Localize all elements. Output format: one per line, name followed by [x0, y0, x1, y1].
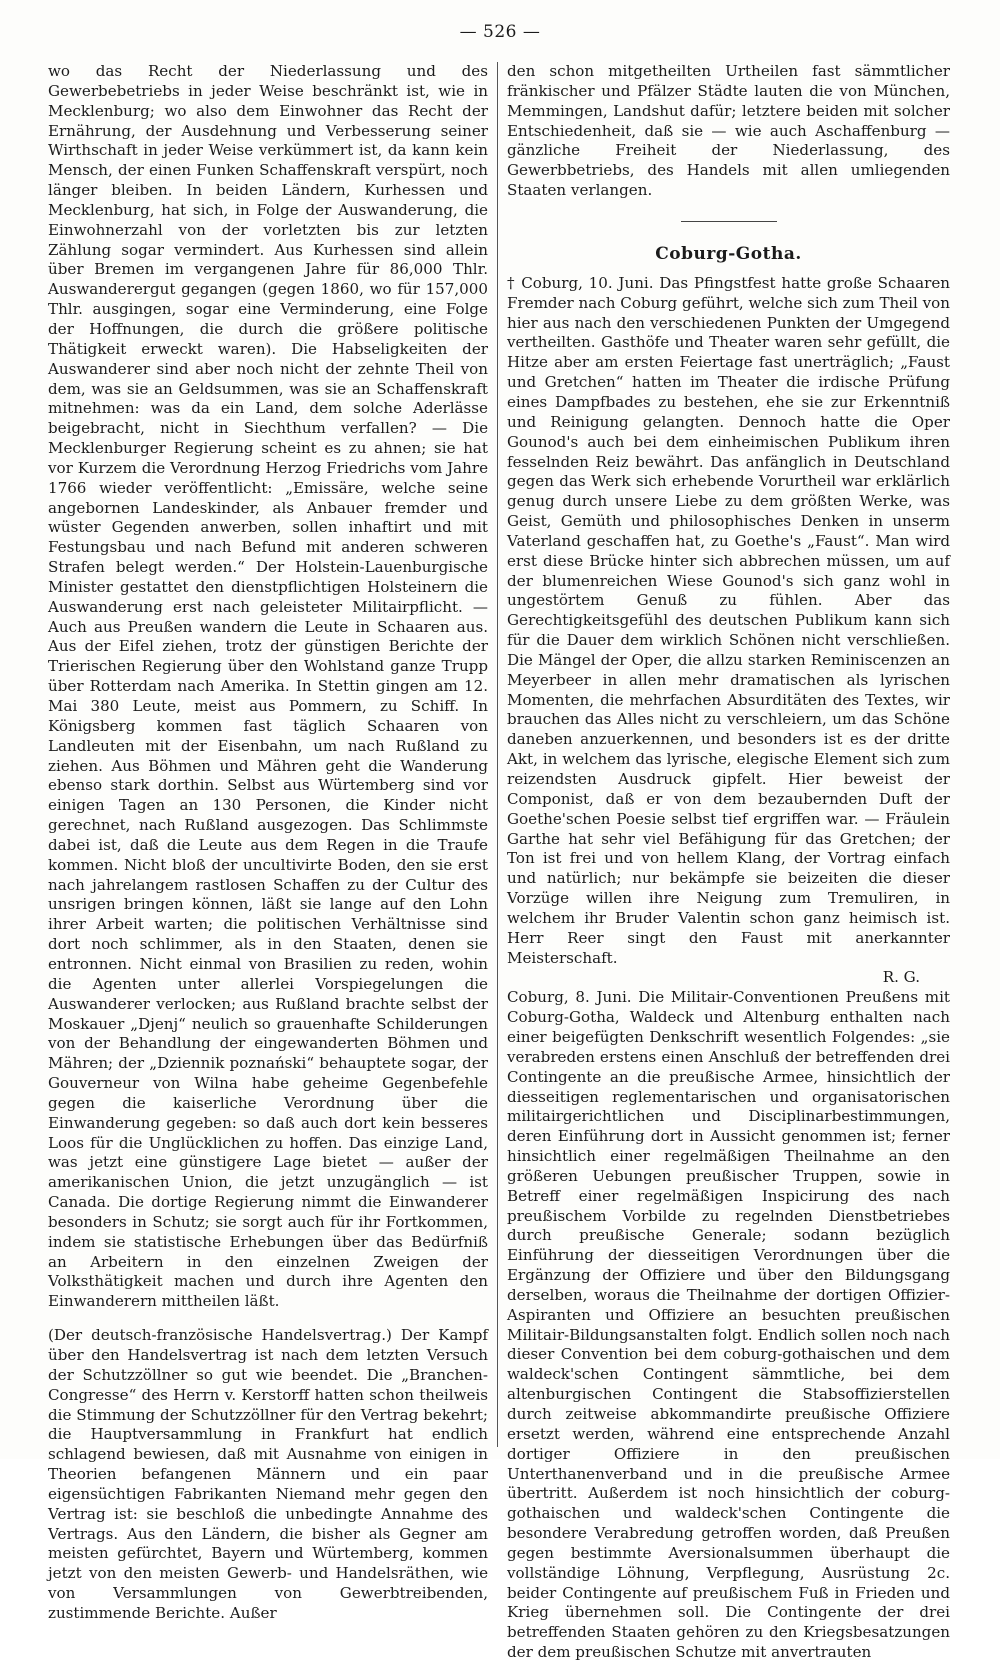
left-column	[48, 62, 488, 1624]
paragraph-gap	[48, 1312, 488, 1326]
article-emigration-text: wo das Recht der Niederlassung und des Gewerbebetriebs in jeder Weise beschränkt ist, wie in Mecklenburg; wo also dem Einwohner das Recht der Ernährung, der Ausdehnung und Verbesserung seiner Wirthschaft in jeder Weise verkümmert ist, da kann kein Mensch, der einen Funken Schaffenskraft verspürt, noch länger bleiben. In beiden Ländern, Kurhessen und Mecklenburg, hat sich, in Folge der Auswanderung, die Einwohnerzahl von der vorletzten bis zur letzten Zählung sogar vermindert. Aus Kurhessen sind allein über Bremen im vergangenen Jahre für 86,000 Thlr. Auswanderergut gegangen (gegen 1860, wo für 157,000 Thlr. ausgingen, sogar eine Verminderung, eine Folge der Hoffnungen, die durch die größere politische Thätigkeit erweckt waren). Die Habseligkeiten der Auswanderer sind aber noch nicht der zehnte Theil von dem, was sie an Geldsummen, was sie an Schaffenskraft mitnehmen: was da ein Land, dem solche Aderlässe beigebracht, nicht in Siechthum verfallen? — Die Mecklenburger Regierung scheint es zu ahnen; sie hat vor Kurzem die Verordnung Herzog Friedrichs vom Jahre 1766 wieder veröffentlicht: „Emissäre, welche seine angebornen Landeskinder, als Anbauer fremder und wüster Gegenden anwerben, sollen inhaftirt und mit Festungsbau und nach Befund mit anderen schweren Strafen belegt werden.“ Der Holstein-Lauenburgische Minister gestattet den dienstpflichtigen Holsteinern die Auswanderung erst nach geleisteter Militairpflicht. — Auch aus Preußen wandern die Leute in Schaaren aus. Aus der Eifel ziehen, trotz der günstigen Berichte der Trierischen Regierung über den Wohlstand ganze Trupp über Rotterdam nach Amerika. In Stettin gingen am 12. Mai 380 Leute, meist aus Pommern, zu Schiff. In Königsberg kommen fast täglich Schaaren von Landleuten mit der Eisenbahn, um nach Rußland zu ziehen. Aus Böhmen und Mähren geht die Wanderung ebenso stark dorthin. Selbst aus Würtemberg sind vor einigen Tagen an 130 Personen, die Kinder nicht gerechnet, nach Rußland ausgezogen. Das Schlimmste dabei ist, daß die Leute aus dem Regen in die Traufe kommen. Nicht bloß der uncultivirte Boden, den sie erst nach jahrelangem rastlosen Schaffen zu der Cultur des unsrigen bringen können, läßt sie lange auf den Lohn ihrer Arbeit warten; die politischen Verhältnisse sind dort noch schlimmer, als in den Staaten, denen sie entronnen. Nicht einmal von Brasilien zu reden, wohin die Agenten unter allerlei Vorspiegelungen die Auswanderer verlocken; aus Rußland brachte selbst der Moskauer „Djenj“ neulich so grauenhafte Schilderungen von der Behandlung der eingewanderten Böhmen und Mähren; der „Dziennik poznański“ behauptete sogar, der Gouverneur von Wilna habe geheime Gegenbefehle gegen die kaiserliche Verordnung über die Einwanderung gegeben: so daß auch dort kein besseres Loos für die Unglücklichen zu hoffen. Das einzige Land, was jetzt eine günstigere Lage bietet — außer der amerikanischen Union, die jetzt unzugänglich — ist Canada. Die dortige Regierung nimmt die Einwanderer besonders in Schutz; sie sorgt auch für ihr Fortkommen, indem sie statistische Erhebungen über das Bedürfniß an Arbeitern in den einzelnen Zweigen der Volksthätigkeit machen und durch ihre Agenten den Einwanderern mittheilen läßt.	[48, 62, 488, 1311]
section-separator	[681, 221, 777, 222]
page-header	[0, 16, 1000, 50]
right-column	[507, 62, 950, 1663]
section-heading: Coburg-Gotha.	[655, 243, 802, 264]
article-signature: R. G.	[882, 968, 920, 987]
article-trade-treaty-text: (Der deutsch-französische Handelsvertrag.) Der Kampf über den Handelsvertrag ist nach dem letzten Versuch der Schutzzöllner so gut wie beendet. Die „Branchen-Congresse“ des Herrn v. Kerstorff hatten schon theilweis die Stimmung der Schutzzöllner für den Vertrag bekehrt; die Hauptversammlung in Frankfurt hat endlich schlagend bewiesen, daß mit Ausnahme von einigen in Theorien befangenen Männern und ein paar eigensüchtigen Fabrikanten Niemand mehr gegen den Vertrag ist: sie beschloß die unbedingte Annahme des Vertrags. Aus den Ländern, die bisher als Gegner am meisten gefürchtet, Bayern und Würtemberg, kommen jetzt von den meisten Gewerb- und Handelsräthen, wie von Versammlungen von Gewerbtreibenden, zustimmende Berichte. Außer	[48, 1326, 488, 1622]
article-coburg-military-text: Coburg, 8. Juni. Die Militair-Conventionen Preußens mit Coburg-Gotha, Waldeck und Altenburg enthalten nach einer beigefügten Denkschrift wesentlich Folgendes: „sie verabreden erstens einen Anschluß der betreffenden drei Contingente an die preußische Armee, hinsichtlich der diesseitigen reglementarischen und organisatorischen militairgerichtlichen und Disciplinarbestimmungen, deren Einführung dort in Aussicht genommen ist; ferner hinsichtlich einer regelmäßigen Theilnahme an den größeren Uebungen preußischer Truppen, sowie in Betreff einer regelmäßigen Inspicirung des nach preußischem Vorbilde zu regelnden Dienstbetriebes durch preußische Generale; sodann bezüglich Einführung der diesseitigen Verordnungen über die Ergänzung der Offiziere und über den Bildungsgang derselben, woraus die Theilnahme der dortigen Offizier-Aspiranten und Offiziere an besuchten preußischen Militair-Bildungsanstalten folgt. Endlich sollen noch nach dieser Convention bei dem coburg-gothaischen und dem waldeck'schen Contingent sämmtliche, bei dem altenburgischen Contingent die Stabsoffizierstellen durch zeitweise abkommandirte preußische Offiziere ersetzt werden, während eine entsprechende Anzahl dortiger Offiziere in den preußischen Unterthanenverband und in die preußische Armee übertritt. Außerdem ist noch hinsichtlich der coburg-gothaischen und waldeck'schen Contingente die besondere Verabredung getroffen worden, daß Preußen gegen bestimmte Aversionalsummen überhaupt die vollständige Löhnung, Verpflegung, Ausrüstung 2c. beider Contingente auf preußischem Fuß in Frieden und Krieg übernehmen soll. Die Contingente der drei betreffenden Staaten gehören zu den Kriegsbesatzungen der dem preußischen Schutze mit anvertrauten	[507, 988, 950, 1662]
article-coburg-theatre-text: † Coburg, 10. Juni. Das Pfingstfest hatte große Schaaren Fremder nach Coburg geführt, welche sich zum Theil von hier aus nach den verschiedenen Punkten der Umgegend vertheilten. Gasthöfe und Theater waren sehr gefüllt, die Hitze aber am ersten Feiertage fast unerträglich; „Faust und Gretchen“ hatten im Theater die irdische Prüfung eines Dampfbades zu bestehen, ehe sie zur Erkenntniß und Reinigung gelangten. Dennoch hatte die Oper Gounod's auch bei dem einheimischen Publikum ihren fesselnden Reiz bewährt. Das anfänglich in Deutschland gegen das Werk sich erhebende Vorurtheil war erklärlich genug durch unsere Liebe zu dem größten Werke, was Geist, Gemüth und philosophisches Denken in unserm Vaterland geschaffen hat, zu Goethe's „Faust“. Man wird erst diese Brücke hinter sich abbrechen müssen, um auf der blumenreichen Wiese Gounod's sich ganz wohl in ungestörtem Genuß zu fühlen. Aber das Gerechtigkeitsgefühl des deutschen Publikum kann sich für die Dauer dem wirklich Schönen nicht verschließen. Die Mängel der Oper, die allzu starken Reminiscenzen an Meyerbeer in allen mehr dramatischen als lyrischen Momenten, die mehrfachen Absurditäten des Textes, wir brauchen das Alles nicht zu verschleiern, um das Schöne daneben anzuerkennen, und besonders ist es der dritte Akt, in welchem das lyrische, elegische Element sich zum reizendsten Ausdruck gipfelt. Hier beweist der Componist, daß er von dem bezaubernden Duft der Goethe'schen Poesie selbst tief ergriffen war. — Fräulein Garthe hat sehr viel Befähigung für das Gretchen; der Ton ist frei und von hellem Klang, der Vortrag einfach und natürlich; nur bekämpfe sie beizeiten die dieser Vorzüge willen ihre Neigung zum Tremuliren, in welchem ihr Bruder Valentin schon ganz heimisch ist. Herr Reer singt den Faust mit anerkannter Meisterschaft.	[507, 273, 950, 967]
column-divider	[497, 62, 498, 1447]
article-continuation-text: den schon mitgetheilten Urtheilen fast sämmtlicher fränkischer und Pfälzer Städte lauten die von München, Memmingen, Landshut dafür; letztere beiden mit solcher Entschiedenheit, daß sie — wie auch Aschaffenburg — gänzliche Freiheit der Niederlassung, des Gewerbbetriebs, des Handels mit allen umliegenden Staaten verlangen.	[507, 62, 950, 200]
page-number: — 526 —	[459, 22, 541, 42]
